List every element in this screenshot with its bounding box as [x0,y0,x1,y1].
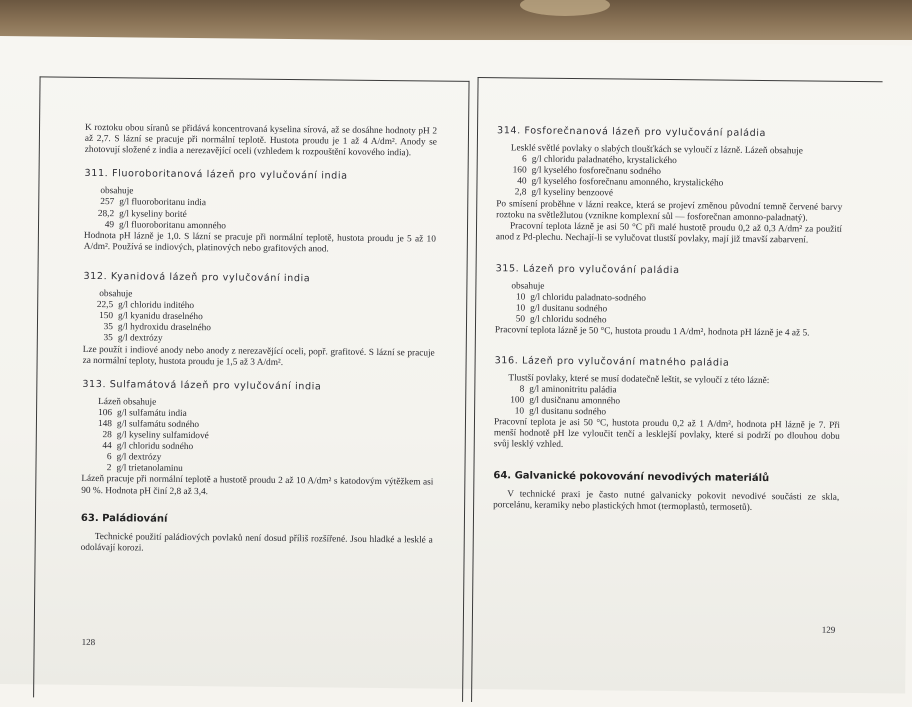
ingredient-quantity: 22,5 [96,300,114,311]
ingredient-quantity: 2,8 [514,187,527,198]
section-316-heading: 316. Lázeň pro vylučování matného paládia [494,354,730,369]
page-number-right: 129 [821,624,836,635]
chapter-63-text: Technické použití paládiových povlaků není dosud příliš rozšířené. Jsou hladké a lesklé a odolávají korozi. [80,531,433,554]
section-311-contains: obsahuje [100,186,134,197]
ingredient-name: g/l kyseliny benzoové [531,188,614,199]
ingredient-quantity: 50 [515,314,526,325]
section-315-ingredients [495,292,841,329]
ingredient-name: g/l chloridu inditého [118,300,195,312]
section-316-intro: Tlustší povlaky, které se musí dodatečně leštit, se vyloučí z této lázně: [508,372,770,386]
ingredient-quantity: 10 [515,292,526,303]
section-312-text: Lze použít i indiové anody nebo anody z nerezavějící oceli, popř. grafitové. S lázní se pracuje za normální teploty, hustota proudu je 1,5 až 3 A/dm². [82,344,435,368]
book-spread [0,36,912,694]
ingredient-quantity: 40 [517,176,527,187]
section-313-heading: 313. Sulfamátová lázeň pro vylučování india [82,378,322,393]
section-314-text2: Pracovní teplota lázně je asi 50 °C při malé hustotě proudu 0,2 až 0,3 A/dm² za použití anod z Pd-plechu. Nechají-li se vylučovat tlustší povlaky, mají již tmavší zabarvení. [495,221,843,246]
ingredient-name: g/l kyseliny sulfamidové [116,430,209,442]
ingredient-name: g/l hydroxidu draselného [117,322,211,334]
ingredient-name: g/l chloridu sodného [530,314,607,326]
ingredient-quantity: 257 [100,197,115,208]
ingredient-quantity: 35 [103,322,114,333]
ingredient-quantity: 106 [98,407,113,419]
ingredient-name: g/l fluoroboritanu amonného [118,219,226,232]
left-page [81,123,437,558]
chapter-64-heading: 64. Galvanické pokovování nevodivých materiálů [493,470,770,485]
section-315-contains: obsahuje [511,281,545,292]
ingredient-name: g/l kyseliny borité [119,208,187,220]
ingredient-name: g/l dusitanu sodného [530,303,608,315]
ingredient-name: g/l sulfamátu india [117,408,187,419]
ingredient-quantity: 2 [106,463,112,474]
ingredient-name: g/l kyselého fosforečnanu sodného [531,165,662,178]
section-313-ingredients [81,408,434,478]
section-312-contains: obsahuje [99,289,133,300]
ingredient-name: g/l chloridu paladnato-sodného [530,292,647,304]
wood-knot [520,0,610,16]
ingredient-quantity: 160 [512,165,527,176]
section-315-text: Pracovní teplota lázně je 50 °C, hustota proudu 1 A/dm², hodnota pH lázně je 4 až 5. [494,325,810,339]
ingredient-quantity: 150 [99,311,114,322]
ingredient-name: g/l chloridu paladnatého, krystalického [531,154,677,167]
ingredient-name: g/l dusičnanu amonného [529,395,621,407]
section-316-ingredients [494,384,840,421]
section-311-ingredients [84,197,436,234]
intro-paragraph: K roztoku obou síranů se přidává koncentrovaná kyselina sírová, až se dosáhne hodnoty pH 2 až 2,7. S lázní se pracuje při normální teplotě. Hustota proudu je 1 až 4 A/dm². Anody se zhotovují složené z india a nerezavějící oceli (vzhledem k rozpouštění kovového india). [84,122,438,159]
wooden-table-background [0,0,912,40]
section-316-text: Pracovní teplota je asi 50 °C, hustota proudu 0,2 až 1 A/dm², hodnota pH lázně je 7. Při menší hodnotě pH lze vyloučit tenčí a lesklejší povlaky, které si podrží po dlouhou dobu svůj lesklý vzhled. [493,417,841,451]
section-311-heading: 311. Fluoroboritanová lázeň pro vylučování india [84,168,348,182]
page-number-left: 128 [81,636,96,648]
ingredient-name: g/l kyanidu draselného [118,311,203,323]
section-314-text1: Po smísení proběhne v lázni reakce, která se projeví změnou původní temně červené barvy roztoku na světležlutou (vznikne komplexní sůl — fosforečnan amonno-paladnatý). [496,198,843,224]
ingredient-name: g/l chloridu sodného [116,441,194,453]
section-315-heading: 315. Lázeň pro vylučování paládia [495,263,680,277]
chapter-64-text: V technické praxi je často nutné galvanicky pokovit nevodivé součásti ze skla, porcelánu, keramiky nebo plastických hmot (termoplastů, termosetů). [493,489,840,514]
ingredient-quantity: 148 [97,419,112,430]
ingredient-name: g/l dextrózy [116,452,162,463]
ingredient-name: g/l kyselého fosforečnanu amonného, krystalického [531,176,724,189]
ingredient-name: g/l fluoroboritanu india [119,197,207,209]
right-page [493,121,843,515]
ingredient-name: g/l trietanolaminu [116,463,183,475]
section-311-text: Hodnota pH lázně je 1,0. S lázní se pracuje při normální teplotě, hustota proudu je 5 až 10 A/dm². Používá se indiových, platinových nebo grafitových anod. [83,230,436,255]
section-314-heading: 314. Fosforečnanová lázeň pro vylučování paládia [496,125,767,140]
ingredient-quantity: 6 [522,154,527,165]
ingredient-name: g/l dextrózy [117,333,163,345]
ingredient-quantity: 6 [106,452,112,463]
ingredient-quantity: 35 [103,333,113,344]
ingredient-name: g/l dusitanu sodného [529,406,607,418]
ingredient-quantity: 44 [102,441,112,452]
ingredient-quantity: 28,2 [97,208,115,219]
ingredient-quantity: 100 [510,395,525,406]
ingredient-quantity: 28 [102,430,112,441]
chapter-63-heading: 63. Paládiování [80,512,168,525]
section-314-ingredients [496,154,842,202]
section-313-text: Lázeň pracuje při normální teplotě a hustotě proudu 2 až 10 A/dm² s katodovým výtěžkem asi 90 %. Hodnota pH činí 2,8 až 3,4. [81,474,434,497]
section-312-heading: 312. Kyanidová lázeň pro vylučování india [83,270,311,285]
section-314-intro: Lesklé světlé povlaky o slabých tloušťkách se vyloučí z lázně. Lázeň obsahuje [510,143,803,157]
ingredient-quantity: 49 [104,219,115,230]
ingredient-quantity: 10 [515,303,526,314]
section-313-contains: Lázeň obsahuje [98,396,157,408]
ingredient-quantity: 8 [519,384,525,395]
ingredient-name: g/l aminonitritu paládia [529,384,617,396]
ingredient-quantity: 10 [514,406,525,417]
section-312-ingredients [83,300,435,348]
ingredient-name: g/l sulfamátu sodného [116,419,200,431]
